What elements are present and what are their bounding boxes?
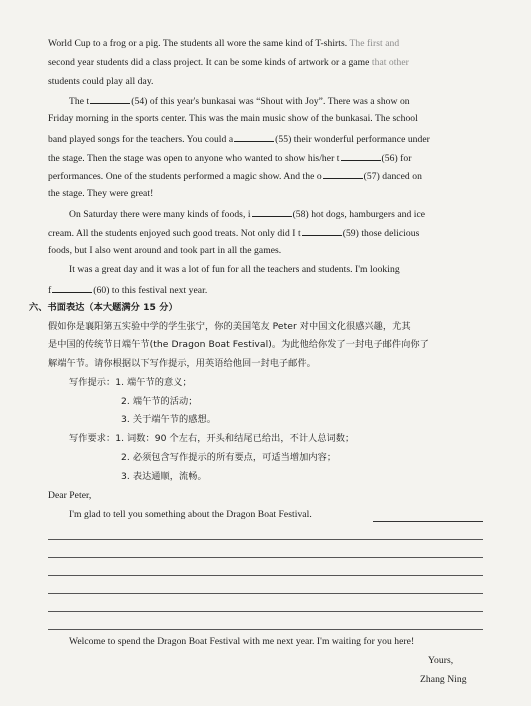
writing-line[interactable] (48, 575, 483, 576)
writing-line[interactable] (48, 611, 483, 612)
passage-text-faded: The first and (347, 38, 400, 49)
passage-text: (58) hot dogs, hamburgers and ice (292, 209, 426, 220)
passage-text: performances. One of the students performed a magic show. And the o (48, 171, 322, 182)
passage-text: On Saturday there were many kinds of foods, i (69, 209, 251, 220)
passage-text: (55) their wonderful performance under (275, 134, 430, 145)
hint-label: 写作提示： (69, 377, 116, 388)
passage-line-13: It was a great day and it was a lot of fun for all the teachers and students. I'm looking (69, 264, 400, 275)
requirement-label: 写作要求： (69, 433, 116, 444)
passage-line-11 (48, 226, 419, 240)
section-heading: 六、书面表达（本大题满分 15 分） (29, 302, 178, 313)
hint-line-3: 3. 关于端午节的感想。 (121, 414, 216, 425)
letter-signature-name: Zhang Ning (420, 674, 467, 685)
passage-text: f (48, 285, 52, 296)
passage-text: (59) those delicious (342, 228, 420, 239)
requirement-line-1 (69, 433, 354, 445)
answer-blank-57[interactable] (323, 169, 363, 179)
writing-line-opening[interactable] (373, 521, 483, 522)
passage-text: band played songs for the teachers. You could a (48, 134, 234, 145)
prompt-line-2: 是中国的传统节日端午节(the Dragon Boat Festival)。为此他给你发了一封电子邮件向你了 (48, 339, 429, 350)
passage-line-6 (48, 132, 430, 146)
letter-closing: Welcome to spend the Dragon Boat Festival with me next year. I'm waiting for you here! (69, 636, 415, 647)
answer-blank-60[interactable] (52, 283, 92, 293)
letter-opening: I'm glad to tell you something about the Dragon Boat Festival. (69, 509, 312, 520)
passage-text: The t (69, 96, 90, 107)
prompt-line-1: 假如你是襄阳第五实验中学的学生张宁，你的美国笔友 Peter 对中国文化很感兴趣，尤其 (48, 321, 411, 332)
writing-line[interactable] (48, 539, 483, 540)
passage-text: cream. All the students enjoyed such good treats. Not only did I t (48, 228, 301, 239)
passage-text-faded: that other (369, 57, 409, 68)
passage-line-4 (69, 94, 410, 108)
passage-line-7 (48, 151, 411, 165)
requirement-line-2: 2. 必须包含写作提示的所有要点，可适当增加内容； (121, 452, 337, 463)
hint-line-2: 2. 端午节的活动； (121, 396, 198, 407)
letter-signoff: Yours, (428, 655, 454, 666)
passage-line-2 (48, 57, 409, 69)
passage-line-14 (48, 283, 207, 297)
passage-line-5: Friday morning in the sports center. This was the main music show of the bunkasai. The school (48, 113, 418, 124)
passage-line-3: students could play all day. (48, 76, 154, 87)
passage-line-8 (48, 169, 422, 183)
passage-text: (57) danced on (363, 171, 422, 182)
answer-blank-55[interactable] (234, 132, 274, 142)
writing-line[interactable] (48, 629, 483, 630)
passage-line-10 (69, 207, 425, 221)
letter-greeting: Dear Peter, (48, 490, 92, 501)
answer-blank-58[interactable] (252, 207, 292, 217)
answer-blank-56[interactable] (341, 151, 381, 161)
hint-item: 1. 端午节的意义； (115, 377, 192, 388)
passage-line-1 (48, 38, 399, 50)
passage-text: (60) to this festival next year. (93, 285, 208, 296)
passage-text: (54) of this year's bunkasai was “Shout with Joy”. There was a show on (131, 96, 410, 107)
requirement-item: 1. 词数：90 个左右，开头和结尾已给出，不计人总词数； (115, 433, 355, 444)
writing-line[interactable] (48, 557, 483, 558)
prompt-line-3: 解端午节。请你根据以下写作提示，用英语给他回一封电子邮件。 (48, 358, 316, 369)
writing-line[interactable] (48, 593, 483, 594)
passage-line-9: the stage. They were great! (48, 188, 154, 199)
requirement-line-3: 3. 表达通顺，流畅。 (121, 471, 207, 482)
passage-line-12: foods, but I also went around and took part in all the games. (48, 245, 282, 256)
answer-blank-59[interactable] (302, 226, 342, 236)
passage-text: (56) for (381, 153, 412, 164)
passage-text: the stage. Then the stage was open to anyone who wanted to show his/her t (48, 153, 340, 164)
passage-text: second year students did a class project. It can be some kinds of artwork or a game (48, 57, 370, 68)
hint-line-1 (69, 377, 192, 389)
answer-blank-54[interactable] (90, 94, 130, 104)
passage-text: World Cup to a frog or a pig. The students all wore the same kind of T-shirts. (48, 38, 348, 49)
